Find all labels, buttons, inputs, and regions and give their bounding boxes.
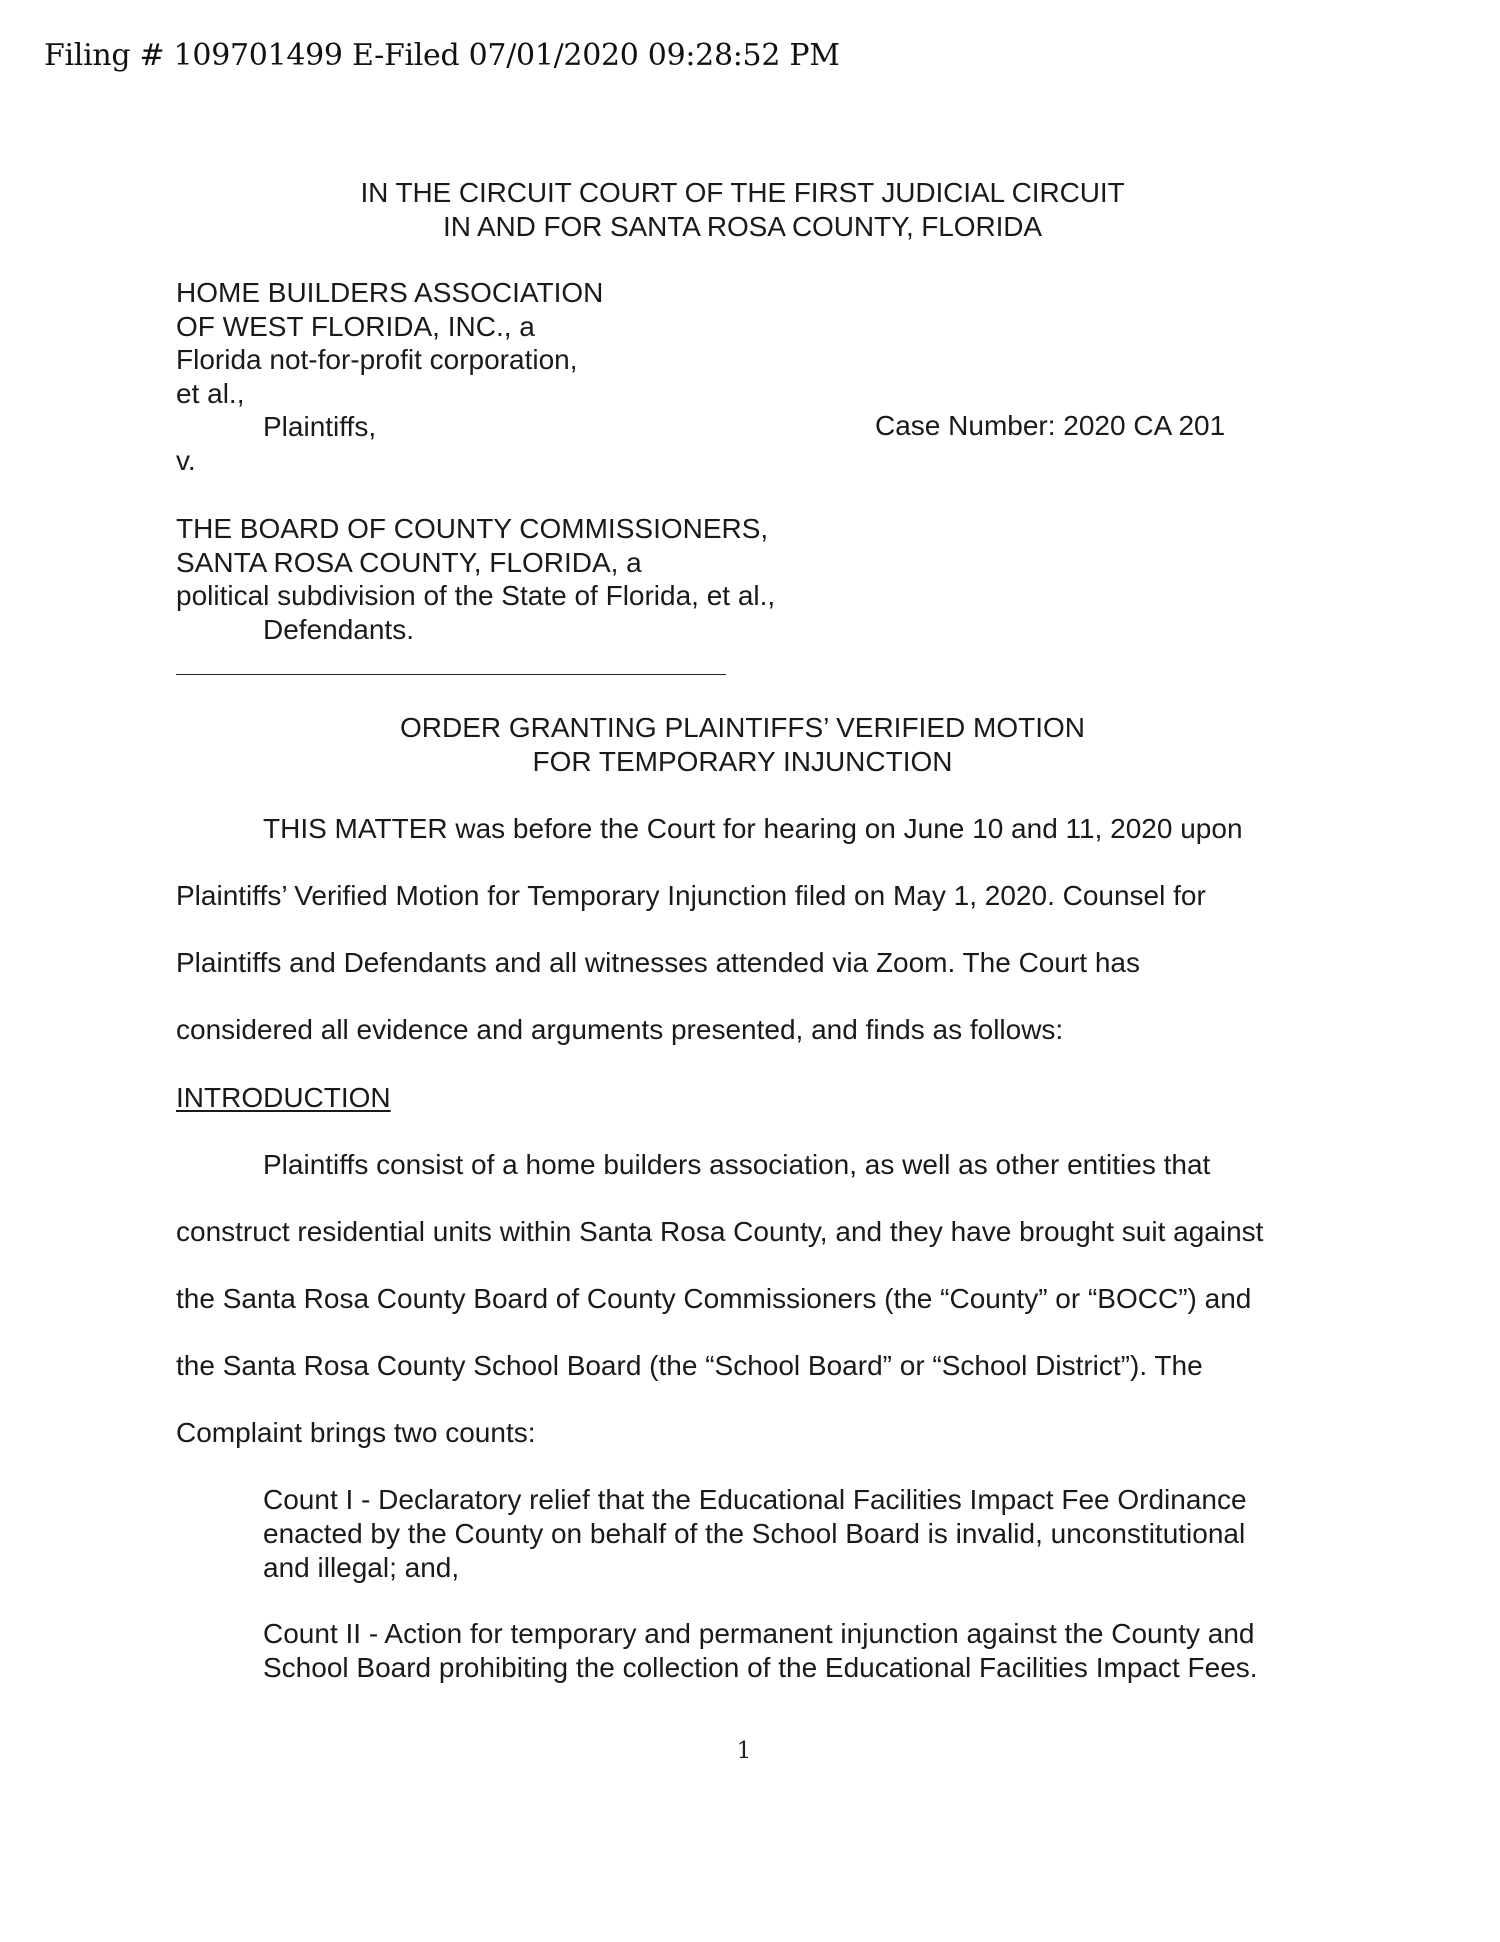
case-number: Case Number: 2020 CA 201 (875, 410, 1226, 441)
paragraph-line: Plaintiffs’ Verified Motion for Temporary Injunction filed on May 1, 2020. Counsel for (176, 880, 1206, 911)
count-one-line: and illegal; and, (263, 1552, 460, 1583)
paragraph-line: construct residential units within Santa Rosa County, and they have brought suit against (176, 1216, 1264, 1247)
plaintiff-line: HOME BUILDERS ASSOCIATION (176, 277, 604, 308)
count-two (263, 1617, 1258, 1685)
count-one (263, 1483, 1247, 1585)
section-heading-introduction: INTRODUCTION (176, 1082, 391, 1113)
defendant-line: political subdivision of the State of Florida, et al., (176, 580, 776, 611)
paragraph-line: Plaintiffs consist of a home builders association, as well as other entities that (263, 1149, 1211, 1180)
count-one-line: enacted by the County on behalf of the School Board is invalid, unconstitutional (263, 1518, 1246, 1549)
plaintiff-line: OF WEST FLORIDA, INC., a (176, 310, 535, 342)
court-heading (200, 176, 1285, 244)
order-title (200, 711, 1285, 779)
caption-divider (176, 674, 726, 675)
page-number: 1 (736, 1738, 752, 1764)
paragraph-line: THIS MATTER was before the Court for hearing on June 10 and 11, 2020 upon (263, 813, 1243, 844)
paragraph-line: the Santa Rosa County Board of County Commissioners (the “County” or “BOCC”) and (176, 1283, 1252, 1314)
order-title-line-1: ORDER GRANTING PLAINTIFFS’ VERIFIED MOTION (399, 712, 1085, 743)
paragraph-line: Complaint brings two counts: (176, 1417, 536, 1448)
filing-stamp: Filing # 109701499 E-Filed 07/01/2020 09:28:52 PM (44, 38, 840, 73)
caption-plaintiffs (176, 276, 603, 477)
plaintiff-line: et al., (176, 377, 245, 409)
order-title-line-2: FOR TEMPORARY INJUNCTION (532, 746, 953, 777)
plaintiff-line: Florida not-for-profit corporation, (176, 344, 578, 375)
defendant-role: Defendants. (263, 613, 414, 645)
defendant-line: SANTA ROSA COUNTY, FLORIDA, a (176, 546, 642, 578)
count-two-line: School Board prohibiting the collection of the Educational Facilities Impact Fees. (263, 1652, 1258, 1683)
paragraph-line: Plaintiffs and Defendants and all witnesses attended via Zoom. The Court has (176, 947, 1140, 978)
count-one-line: Count I - Declaratory relief that the Educational Facilities Impact Fee Ordinance (263, 1484, 1247, 1515)
plaintiff-role: Plaintiffs, (263, 411, 377, 442)
count-two-line: Count II - Action for temporary and permanent injunction against the County and (263, 1618, 1255, 1649)
court-heading-line-1: IN THE CIRCUIT COURT OF THE FIRST JUDICIAL CIRCUIT (360, 177, 1125, 208)
versus-label: v. (176, 444, 196, 476)
caption-defendants (176, 512, 775, 646)
defendant-line: THE BOARD OF COUNTY COMMISSIONERS, (176, 513, 769, 544)
paragraph-line: considered all evidence and arguments presented, and finds as follows: (176, 1014, 1064, 1045)
paragraph-line: the Santa Rosa County School Board (the “School Board” or “School District”). The (176, 1350, 1203, 1381)
court-heading-line-2: IN AND FOR SANTA ROSA COUNTY, FLORIDA (443, 211, 1042, 242)
